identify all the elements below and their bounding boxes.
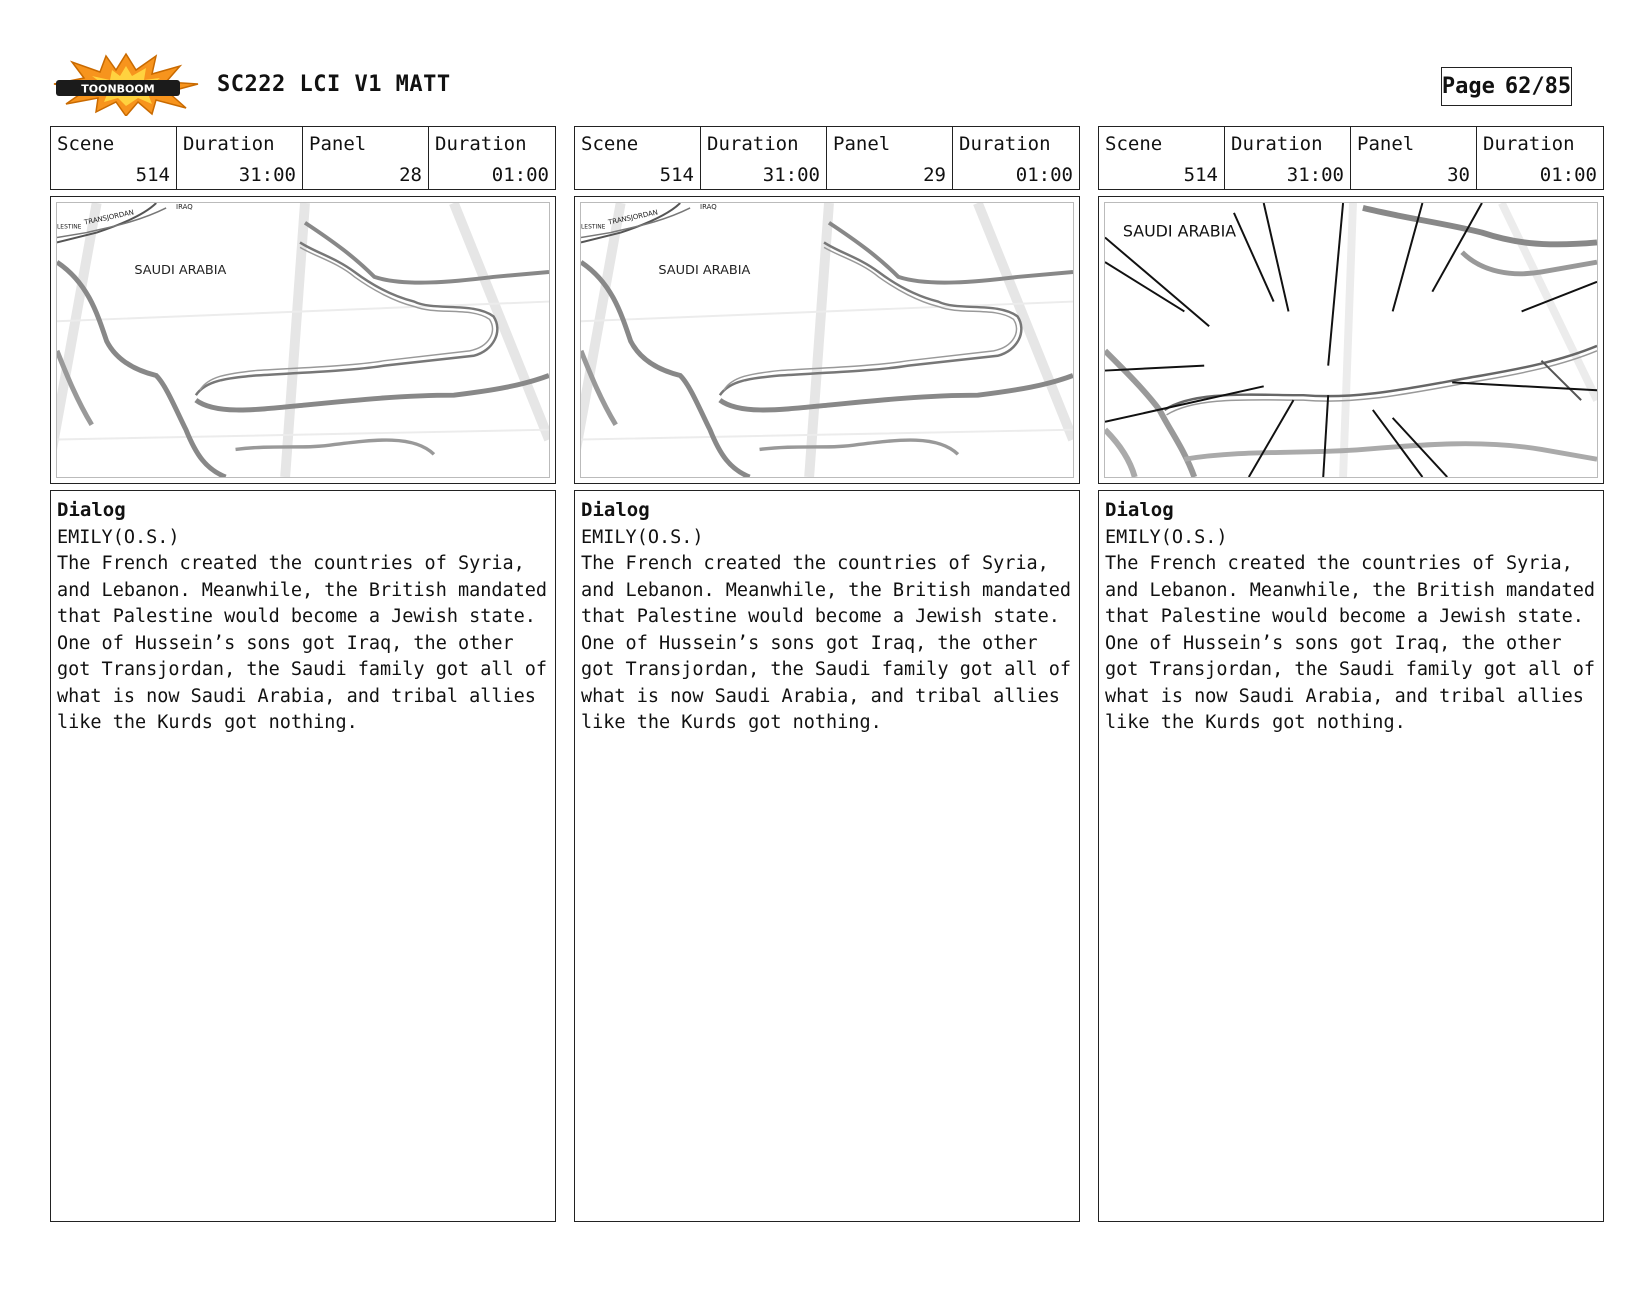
map-sketch [56,202,550,478]
dialog-text: The French created the countries of Syria, and Lebanon. Meanwhile, the British mandated that Palestine would become a Jewish state. One of Hussein’s sons got Iraq, the other got Transjordan, the Saudi family got all of what is now Saudi Arabia, and tribal allies like the Kurds got nothing. [581,553,1072,733]
panel-value: 30 [1447,164,1470,186]
scene-label: Scene [57,133,115,155]
panel-duration-cell [1477,127,1603,189]
panel-duration-cell [429,127,555,189]
scene-cell [51,127,177,189]
scene-cell [575,127,701,189]
map-sketch-zoom [1104,202,1598,478]
map-label-saudi-arabia: SAUDI ARABIA [658,262,751,278]
scene-value: 514 [135,164,170,186]
scene-value: 514 [1183,164,1218,186]
dialog-speaker: EMILY(O.S.) [1105,527,1228,548]
duration-label: Duration [183,133,275,155]
duration-label: Duration [435,133,527,155]
map-label-transjordan: TRANSJORDAN [83,208,135,227]
duration-label: Duration [959,133,1051,155]
map-label-iraq: IRAQ [176,202,193,211]
scene-cell [1099,127,1225,189]
dialog-heading: Dialog [57,499,126,521]
dialog-text: The French created the countries of Syria, and Lebanon. Meanwhile, the British mandated that Palestine would become a Jewish state. One of Hussein’s sons got Iraq, the other got Transjordan, the Saudi family got all of what is now Saudi Arabia, and tribal allies like the Kurds got nothing. [57,553,548,733]
dialog-heading: Dialog [1105,499,1174,521]
panel-image-frame [50,196,556,484]
toonboom-logo [52,52,200,116]
panel-label: Panel [309,133,367,155]
scene-duration-cell [701,127,827,189]
panel-label: Panel [1357,133,1415,155]
panel-info-row [1098,126,1604,190]
scene-duration-cell [1225,127,1351,189]
map-label-palestine: LESTINE [581,223,606,231]
dialog-heading: Dialog [581,499,650,521]
document-title: SC222 LCI V1 MATT [217,72,451,97]
map-label-saudi-arabia: SAUDI ARABIA [1122,221,1237,241]
panel-value: 28 [399,164,422,186]
storyboard-panel-2 [574,126,1080,1222]
scene-label: Scene [1105,133,1163,155]
map-sketch [580,202,1074,478]
panel-duration-value: 01:00 [1015,164,1073,186]
map-label-palestine: LESTINE [57,223,82,231]
panel-image-frame [574,196,1080,484]
duration-label: Duration [707,133,799,155]
scene-duration-value: 31:00 [238,164,296,186]
map-label-transjordan: TRANSJORDAN [607,208,659,227]
panel-duration-value: 01:00 [1539,164,1597,186]
map-label-saudi-arabia: SAUDI ARABIA [134,262,227,278]
page-number: 62/85 [1504,74,1572,99]
panel-info-row [50,126,556,190]
dialog-box [50,490,556,1222]
panel-duration-cell [953,127,1079,189]
logo-text: TOONBOOM [81,82,155,96]
panel-cell [1351,127,1477,189]
page-label: Page [1441,74,1495,99]
scene-value: 514 [659,164,694,186]
dialog-box [1098,490,1604,1222]
storyboard-panel-1 [50,126,556,1222]
panel-label: Panel [833,133,891,155]
panel-cell [827,127,953,189]
scene-duration-cell [177,127,303,189]
scene-duration-value: 31:00 [1286,164,1344,186]
panel-value: 29 [923,164,946,186]
panel-cell [303,127,429,189]
duration-label: Duration [1483,133,1575,155]
dialog-speaker: EMILY(O.S.) [57,527,180,548]
dialog-text: The French created the countries of Syria, and Lebanon. Meanwhile, the British mandated that Palestine would become a Jewish state. One of Hussein’s sons got Iraq, the other got Transjordan, the Saudi family got all of what is now Saudi Arabia, and tribal allies like the Kurds got nothing. [1105,553,1596,733]
dialog-speaker: EMILY(O.S.) [581,527,704,548]
dialog-box [574,490,1080,1222]
panel-duration-value: 01:00 [491,164,549,186]
scene-duration-value: 31:00 [762,164,820,186]
storyboard-panel-3 [1098,126,1604,1222]
map-label-iraq: IRAQ [700,202,717,211]
page-indicator [1441,67,1572,106]
duration-label: Duration [1231,133,1323,155]
panel-image-frame [1098,196,1604,484]
scene-label: Scene [581,133,639,155]
panel-info-row [574,126,1080,190]
